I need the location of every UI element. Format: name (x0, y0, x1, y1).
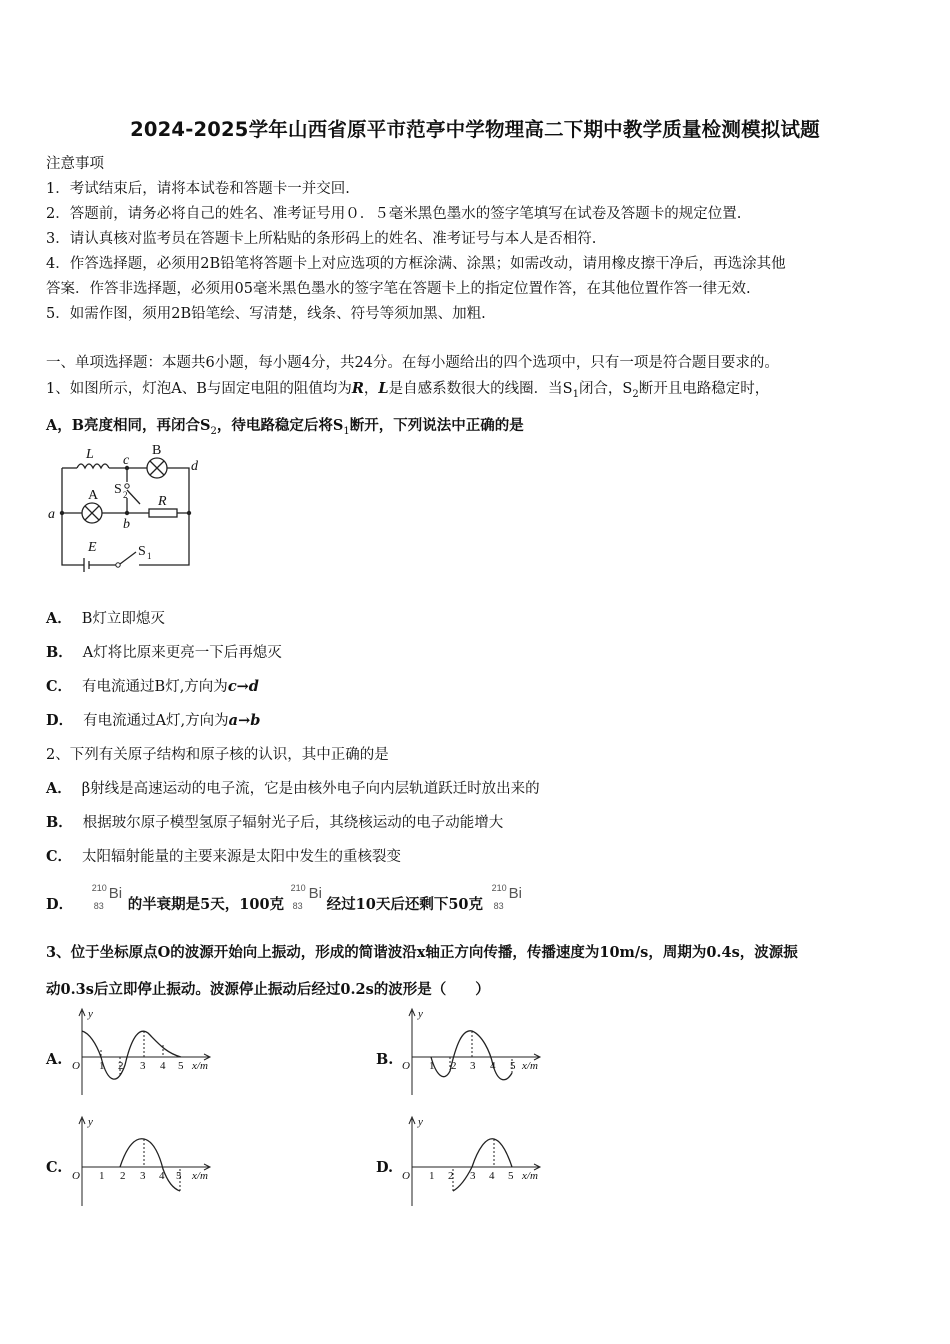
label-s1-sub: 1 (147, 551, 152, 561)
origin-label: O (72, 1060, 80, 1072)
question-2-stem: 2、下列有关原子结构和原子核的认识，其中正确的是 (46, 747, 389, 763)
tick-label: 4 (159, 1170, 165, 1182)
label-c: c (123, 453, 130, 468)
tick-label: 1 (429, 1170, 435, 1182)
tick-label: 5 (508, 1170, 514, 1182)
notice-item: 1．考试结束后，请将本试卷和答题卡一并交回. (46, 181, 350, 197)
tick-label: 2 (120, 1170, 126, 1182)
q2-option-c: C． 太阳辐射能量的主要来源是太阳中发生的重核裂变 (46, 848, 402, 865)
label-b: b (123, 517, 130, 532)
tick-label: 1 (99, 1170, 105, 1182)
axis-y-label: y (418, 1116, 423, 1128)
axis-x-label: x/m (192, 1060, 208, 1072)
tick-label: 4 (490, 1060, 496, 1072)
switch-s2 (127, 490, 140, 504)
q3-option-c-label: C. (46, 1159, 63, 1176)
wave-graph-c (68, 1113, 228, 1208)
tick-label: 4 (489, 1170, 495, 1182)
section-heading: 一、单项选择题：本题共6小题，每小题4分，共24分。在每小题给出的四个选项中，只有一项是符合题目要求的。 (46, 355, 779, 371)
label-d: d (191, 459, 198, 474)
q1-option-a: A． B灯立即熄灭 (46, 610, 165, 627)
label-a: a (48, 507, 55, 522)
tick-label: 1 (429, 1060, 435, 1072)
notice-heading: 注意事项 (46, 156, 104, 172)
axis-y-label: y (418, 1008, 423, 1020)
label-b-lamp: B (152, 443, 162, 458)
tick-label: 3 (140, 1170, 146, 1182)
wave-graph-d (398, 1113, 558, 1208)
question-3-stem-line1: 3、位于坐标原点O的波源开始向上振动，形成的简谐波沿x轴正方向传播，传播速度为10m/s，周期为0.4s，波源振 (46, 944, 798, 961)
notice-item: 答案．作答非选择题，必须用05毫米黑色墨水的签字笔在答题卡上的指定位置作答，在其他位置作答一律无效. (46, 281, 751, 297)
q2-option-a: A． β射线是高速运动的电子流，它是由核外电子向内层轨道跃迁时放出来的 (46, 780, 540, 797)
tick-label: 1 (99, 1060, 105, 1072)
label-s1: S (138, 544, 146, 559)
q3-option-a-label: A. (46, 1051, 63, 1068)
page-title: 2024-2025学年山西省原平市范亭中学物理高二下期中教学质量检测模拟试题 (130, 118, 820, 141)
tick-label: 2 (448, 1170, 454, 1182)
bi-210-nuclide: 210 83 Bi (491, 883, 522, 911)
question-1-stem: 1、如图所示，灯泡A、B与固定电阻的阻值均为R，L是自感系数很大的线圈．当$S_1$闭合，$S_2$断开且电路稳定时， (46, 380, 770, 400)
tick-label: 3 (140, 1060, 146, 1072)
label-a-lamp: A (88, 488, 99, 503)
label-s2: S (114, 482, 122, 497)
bi-210-nuclide: 210 83 Bi (91, 883, 123, 911)
axis-x-label: x/m (522, 1170, 538, 1182)
q3-option-b-label: B. (376, 1051, 394, 1068)
label-e: E (88, 540, 97, 555)
label-s2-sub: 2 (123, 490, 128, 500)
inductor-coil (77, 464, 109, 468)
origin-label: O (72, 1170, 80, 1182)
axis-x-label: x/m (192, 1170, 208, 1182)
question-1-stem-line2: A，B亮度相同，再闭合$S_2$，待电路稳定后将$S_1$断开，下列说法中正确的是 (46, 417, 524, 437)
axis-y-label: y (88, 1116, 93, 1128)
wave-curve (82, 1031, 181, 1079)
axis-y-label: y (88, 1008, 93, 1020)
notice-item: 5．如需作图，须用2B铅笔绘、写清楚，线条、符号等须加黑、加粗. (46, 306, 486, 322)
tick-label: 3 (470, 1060, 476, 1072)
wave-curve (453, 1139, 512, 1191)
tick-label: 3 (470, 1170, 476, 1182)
q1-option-d: D． 有电流通过A灯,方向为a→b (46, 712, 261, 729)
notice-item: 3．请认真核对监考员在答题卡上所粘贴的条形码上的姓名、准考证号与本人是否相符. (46, 231, 597, 247)
circuit-diagram (44, 438, 214, 573)
tick-label: 5 (510, 1060, 516, 1072)
origin-label: O (402, 1170, 410, 1182)
bi-210-nuclide: 210 83 Bi (290, 883, 322, 911)
resistor-r (149, 509, 177, 517)
q3-option-d-label: D. (376, 1159, 394, 1176)
notice-item: 2．答题前，请务必将自己的姓名、准考证号用０．５毫米黑色墨水的签字笔填写在试卷及答题卡的规定位置. (46, 206, 742, 222)
q1-option-b: B． A灯将比原来更亮一下后再熄灭 (46, 644, 282, 661)
tick-label: 2 (451, 1060, 457, 1072)
tick-label: 4 (160, 1060, 166, 1072)
tick-label: 5 (176, 1170, 182, 1182)
wave-curve (120, 1139, 180, 1191)
tick-label: 2 (118, 1060, 124, 1072)
origin-label: O (402, 1060, 410, 1072)
q2-option-b: B． 根据玻尔原子模型氢原子辐射光子后，其绕核运动的电子动能增大 (46, 814, 504, 831)
q1-option-c: C． 有电流通过B灯,方向为c→d (46, 678, 259, 695)
tick-label: 5 (178, 1060, 184, 1072)
wave-graph-a (68, 1005, 228, 1097)
axis-x-label: x/m (522, 1060, 538, 1072)
question-3-stem-line2: 动0.3s后立即停止振动。波源停止振动后经过0.2s的波形是（ ） (46, 981, 490, 998)
notice-item: 4．作答选择题，必须用2B铅笔将答题卡上对应选项的方框涂满、涂黑；如需改动，请用橡皮擦干净后，再选涂其他 (46, 256, 786, 272)
wave-graph-b (398, 1005, 558, 1097)
switch-s1 (120, 552, 136, 564)
q2-option-d: D． 210 83 Bi 的半衰期是5天，100克 210 83 Bi 经过10天后还剩下50克 210 83 Bi (46, 893, 528, 914)
label-l: L (86, 447, 94, 462)
battery-e (84, 558, 89, 572)
label-r: R (158, 494, 167, 509)
